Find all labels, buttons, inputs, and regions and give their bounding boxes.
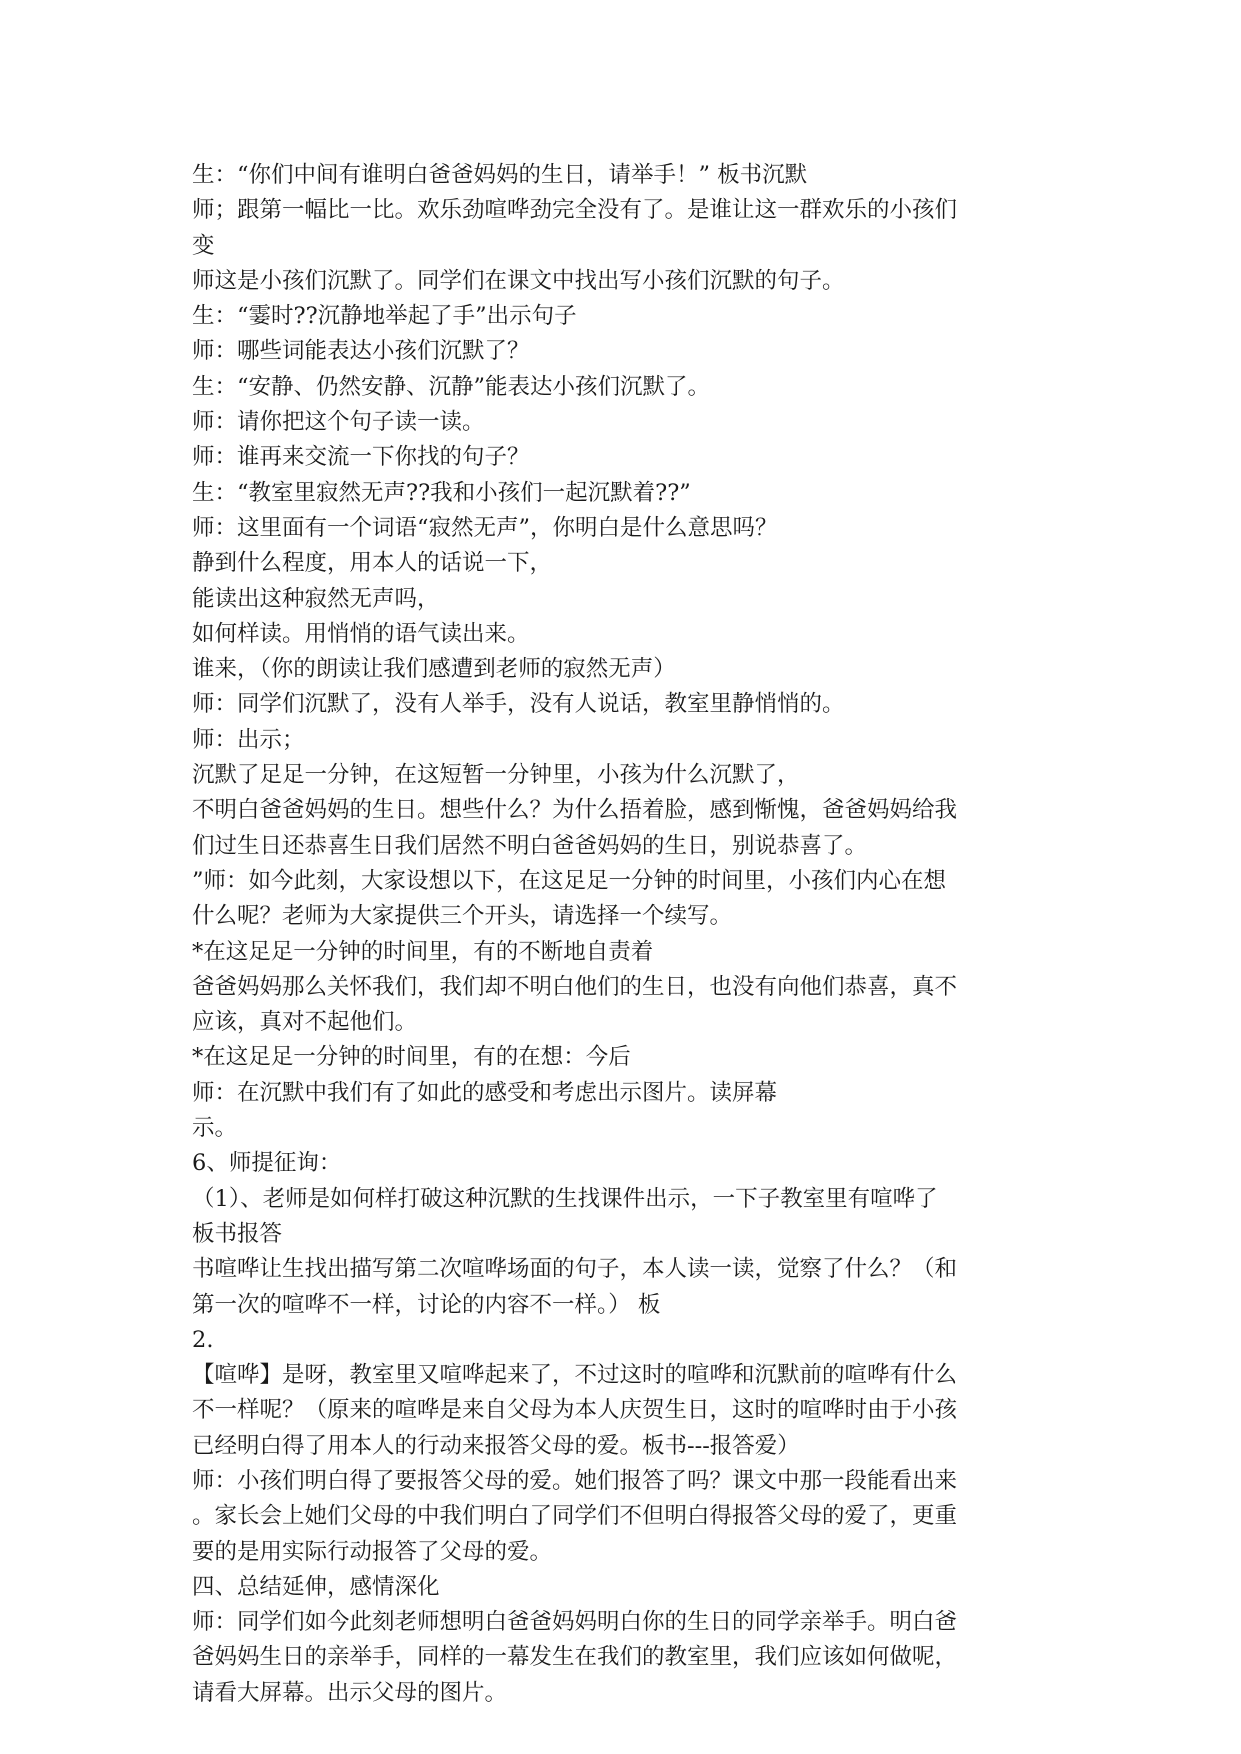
text-line: 师：哪些词能表达小孩们沉默了？ bbox=[192, 338, 530, 365]
text-line: 沉默了足足一分钟，在这短暂一分钟里，小孩为什么沉默了， bbox=[192, 762, 800, 789]
text-line: 板书报答 bbox=[192, 1220, 283, 1247]
text-line: 生：“教室里寂然无声??我和小孩们一起沉默着??” bbox=[192, 479, 691, 506]
text-line: 生：“安静、仍然安静、沉静”能表达小孩们沉默了。 bbox=[192, 373, 711, 400]
text-line: 不明白爸爸妈妈的生日。想些什么？为什么捂着脸，感到惭愧，爸爸妈妈给我 bbox=[192, 797, 958, 824]
text-line: 已经明白得了用本人的行动来报答父母的爱。板书---报答爱） bbox=[192, 1432, 800, 1459]
text-line: 生：“霎时??沉静地举起了手”出示句子 bbox=[192, 303, 577, 330]
text-line: 师：小孩们明白得了要报答父母的爱。她们报答了吗？课文中那一段能看出来 bbox=[192, 1467, 958, 1494]
document-body bbox=[192, 158, 1064, 1711]
text-line: 如何样读。用悄悄的语气读出来。 bbox=[192, 620, 530, 647]
text-line: 们过生日还恭喜生日我们居然不明白爸爸妈妈的生日，别说恭喜了。 bbox=[192, 832, 868, 859]
text-line: 什么呢？老师为大家提供三个开头，请选择一个续写。 bbox=[192, 903, 733, 930]
text-line: 【喧哗】是呀，教室里又喧哗起来了，不过这时的喧哗和沉默前的喧哗有什么 bbox=[192, 1362, 958, 1389]
text-line: 请看大屏幕。出示父母的图片。 bbox=[192, 1679, 508, 1706]
text-line: 爸爸妈妈那么关怀我们，我们却不明白他们的生日，也没有向他们恭喜，真不 bbox=[192, 973, 958, 1000]
text-line: 2. bbox=[192, 1326, 214, 1353]
text-line: 师：在沉默中我们有了如此的感受和考虑出示图片。读屏幕 bbox=[192, 1079, 778, 1106]
text-line: *在这足足一分钟的时间里，有的不断地自责着 bbox=[192, 938, 654, 965]
text-line: 师：谁再来交流一下你找的句子？ bbox=[192, 444, 530, 471]
text-line: 谁来，（你的朗读让我们感遭到老师的寂然无声） bbox=[192, 656, 676, 683]
text-line: 能读出这种寂然无声吗， bbox=[192, 585, 440, 612]
text-line: 6、师提征询： bbox=[192, 1150, 342, 1177]
text-line: 师：同学们如今此刻老师想明白爸爸妈妈明白你的生日的同学亲举手。明白爸 bbox=[192, 1609, 958, 1636]
text-line: 四、总结延伸，感情深化 bbox=[192, 1573, 440, 1600]
text-line: 。家长会上她们父母的中我们明白了同学们不但明白得报答父母的爱了，更重 bbox=[192, 1503, 958, 1530]
text-line: 应该，真对不起他们。 bbox=[192, 1009, 418, 1036]
text-line: 示。 bbox=[192, 1115, 238, 1142]
text-line: 师：出示； bbox=[192, 726, 305, 753]
text-line: 静到什么程度，用本人的话说一下， bbox=[192, 550, 553, 577]
text-line: 书喧哗让生找出描写第二次喧哗场面的句子，本人读一读，觉察了什么？（和 bbox=[192, 1256, 958, 1283]
text-line: 师：这里面有一个词语“寂然无声”，你明白是什么意思吗？ bbox=[192, 514, 778, 541]
text-line: 师这是小孩们沉默了。同学们在课文中找出写小孩们沉默的句子。 bbox=[192, 267, 845, 294]
text-line: 变 bbox=[192, 232, 215, 259]
text-line: 要的是用实际行动报答了父母的爱。 bbox=[192, 1538, 553, 1565]
text-line: 第一次的喧哗不一样，讨论的内容不一样。） 板 bbox=[192, 1291, 661, 1318]
text-line: ”师：如今此刻，大家设想以下，在这足足一分钟的时间里，小孩们内心在想 bbox=[192, 867, 947, 894]
text-line: 师：请你把这个句子读一读。 bbox=[192, 409, 485, 436]
text-line: 生：“你们中间有谁明白爸爸妈妈的生日，请举手！” 板书沉默 bbox=[192, 162, 808, 188]
text-line: 师；跟第一幅比一比。欢乐劲喧哗劲完全没有了。是谁让这一群欢乐的小孩们 bbox=[192, 197, 958, 224]
text-line: 爸妈妈生日的亲举手，同样的一幕发生在我们的教室里，我们应该如何做呢， bbox=[192, 1644, 958, 1671]
text-line: 师：同学们沉默了，没有人举手，没有人说话，教室里静悄悄的。 bbox=[192, 691, 845, 718]
text-line: *在这足足一分钟的时间里，有的在想：今后 bbox=[192, 1044, 631, 1071]
text-line: 不一样呢？（原来的喧哗是来自父母为本人庆贺生日，这时的喧哗时由于小孩 bbox=[192, 1397, 958, 1424]
text-line: （1）、老师是如何样打破这种沉默的生找课件出示，一下子教室里有喧哗了 bbox=[192, 1185, 938, 1212]
